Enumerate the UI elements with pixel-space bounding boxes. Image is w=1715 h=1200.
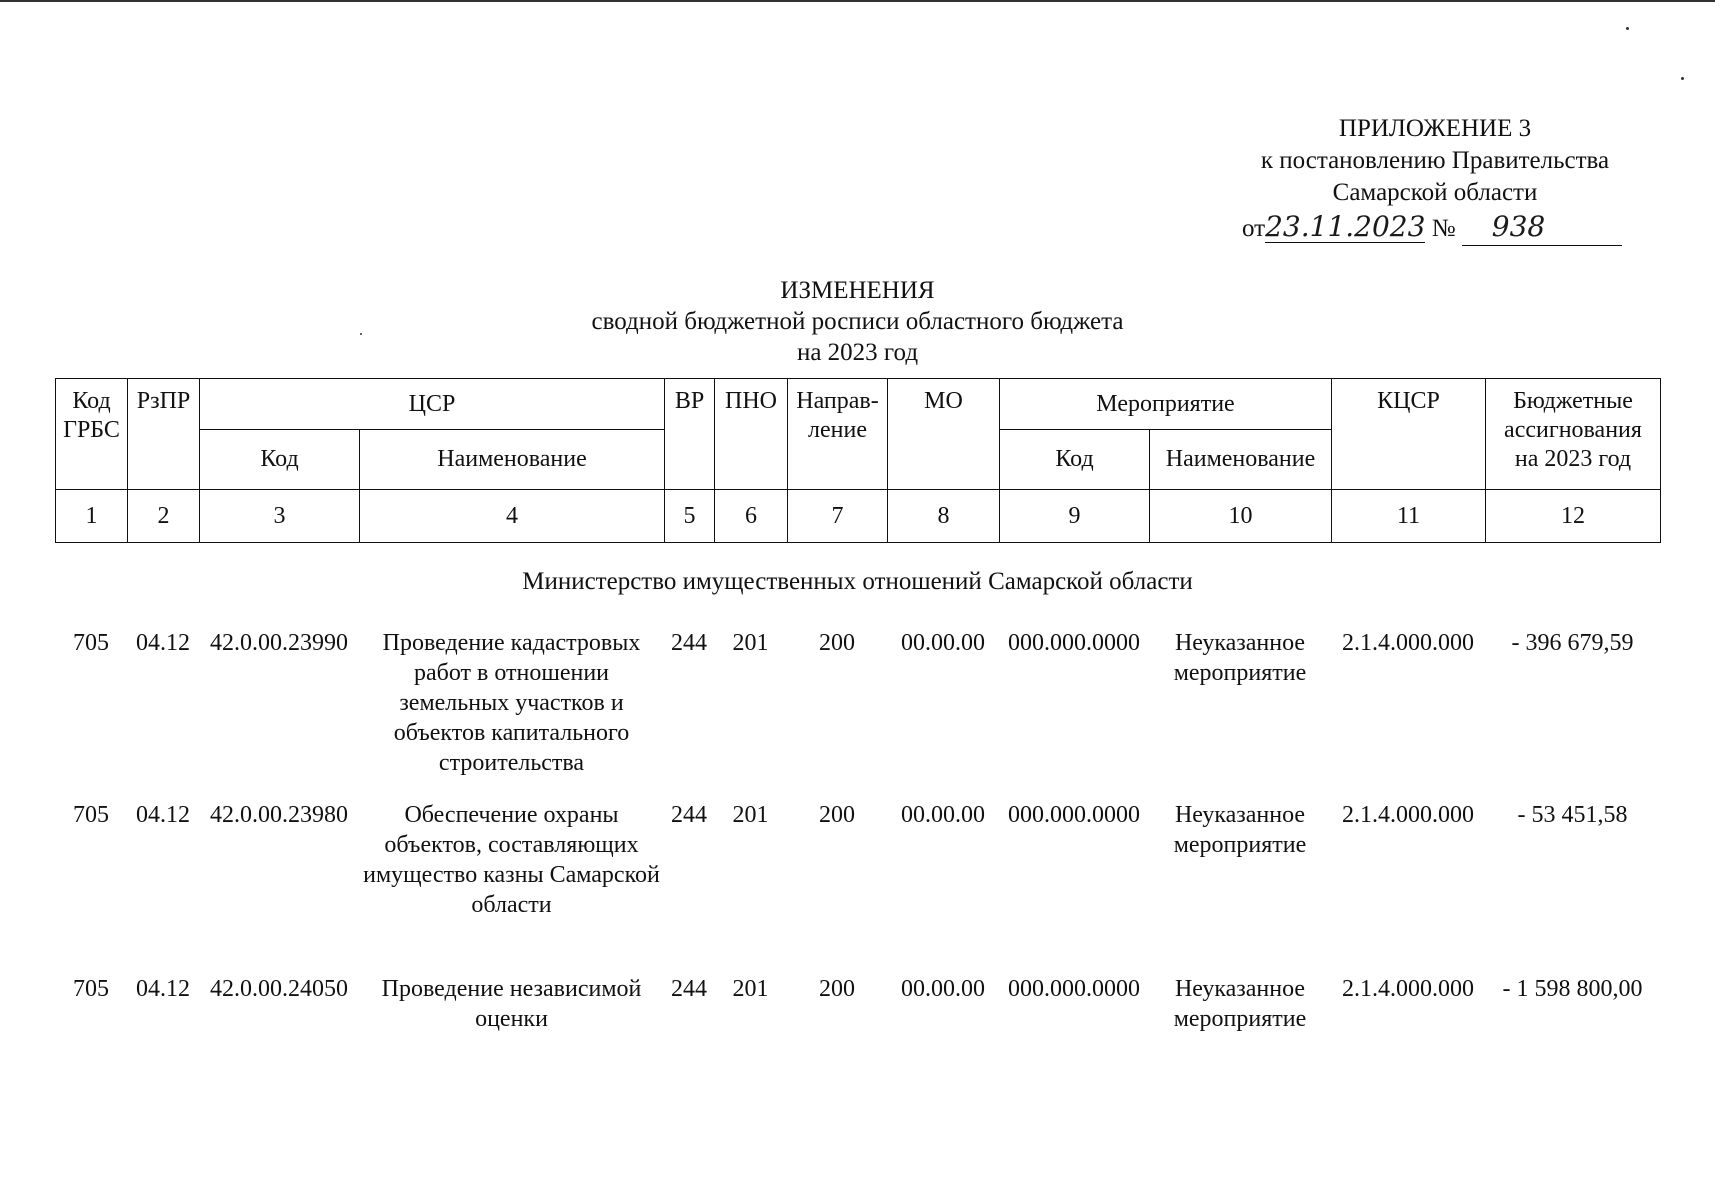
header-col-number: 9 (1000, 490, 1150, 543)
cell-mo: 00.00.00 (901, 976, 985, 1002)
cell-pno: 201 (732, 630, 769, 656)
cell-kcsr: 2.1.4.000.000 (1342, 630, 1474, 656)
table-row (55, 974, 1660, 1044)
cell-kcsr: 2.1.4.000.000 (1342, 976, 1474, 1002)
cell-direction: 200 (819, 630, 855, 656)
cell-rzpr: 04.12 (136, 976, 190, 1002)
annex-line-2: Самарской области (1332, 179, 1538, 206)
cell-event-code: 000.000.0000 (1008, 630, 1140, 656)
header-mo: МО (888, 379, 1000, 490)
cell-amount: - 53 451,58 (1517, 802, 1628, 828)
cell-grbs: 705 (73, 802, 109, 828)
cell-csr-name: Проведение независимой оценки (381, 976, 642, 1032)
cell-vr: 244 (671, 976, 707, 1002)
number-sign: № (1431, 215, 1456, 242)
header-pno: ПНО (715, 379, 788, 490)
header-event-code: Код (1000, 430, 1150, 490)
cell-rzpr: 04.12 (136, 630, 190, 656)
header-budget: Бюджетные ассигнования на 2023 год (1486, 379, 1661, 490)
cell-csr-code: 42.0.00.24050 (210, 976, 348, 1002)
cell-event-code: 000.000.0000 (1008, 802, 1140, 828)
cell-pno: 201 (732, 976, 769, 1002)
cell-direction: 200 (819, 976, 855, 1002)
heading-period: на 2023 год (796, 339, 919, 366)
annex-block (1230, 113, 1640, 209)
top-edge-rule (0, 0, 1715, 2)
cell-event-code: 000.000.0000 (1008, 976, 1140, 1002)
header-direction: Направ- ление (788, 379, 888, 490)
header-col-number: 2 (128, 490, 200, 543)
annex-date-line (1242, 211, 1642, 246)
heading-subtitle: сводной бюджетной росписи областного бюджета (591, 308, 1124, 335)
annex-title: ПРИЛОЖЕНИЕ 3 (1338, 115, 1532, 142)
document-heading (0, 275, 1715, 368)
cell-amount: - 1 598 800,00 (1502, 976, 1643, 1002)
cell-amount: - 396 679,59 (1511, 630, 1634, 656)
header-csr: ЦСР (200, 379, 665, 430)
cell-csr-code: 42.0.00.23980 (210, 802, 348, 828)
ministry-heading: Министерство имущественных отношений Самарской области (522, 568, 1193, 595)
scan-speck (1626, 27, 1629, 30)
cell-grbs: 705 (73, 976, 109, 1002)
cell-vr: 244 (671, 630, 707, 656)
header-event: Мероприятие (1000, 379, 1332, 430)
header-grbs: Код ГРБС (56, 379, 128, 490)
header-col-number: 5 (665, 490, 715, 543)
table-row (55, 800, 1660, 974)
cell-event-name: Неуказанное мероприятие (1173, 802, 1307, 858)
table-row (55, 628, 1660, 800)
header-col-number: 3 (200, 490, 360, 543)
cell-mo: 00.00.00 (901, 630, 985, 656)
data-rows (55, 628, 1660, 1044)
header-rzpr: РзПР (128, 379, 200, 490)
cell-pno: 201 (732, 802, 769, 828)
header-vr: ВР (665, 379, 715, 490)
cell-csr-name: Обеспечение охраны объектов, составляющих имущество казны Самарской области (363, 802, 660, 918)
header-col-number: 4 (360, 490, 665, 543)
header-kcsr: КЦСР (1332, 379, 1486, 490)
cell-rzpr: 04.12 (136, 802, 190, 828)
annex-line-1: к постановлению Правительства (1260, 147, 1610, 174)
header-col-number: 12 (1486, 490, 1661, 543)
cell-event-name: Неуказанное мероприятие (1173, 976, 1307, 1032)
cell-csr-name: Проведение кадастровых работ в отношении земельных участков и объектов капитального строительства (382, 630, 641, 776)
scan-speck (1681, 77, 1684, 80)
heading-title: ИЗМЕНЕНИЯ (780, 277, 935, 304)
date-prefix: от (1242, 215, 1266, 242)
cell-kcsr: 2.1.4.000.000 (1342, 802, 1474, 828)
header-col-number: 7 (788, 490, 888, 543)
header-csr-code: Код (200, 430, 360, 490)
cell-vr: 244 (671, 802, 707, 828)
header-col-number: 10 (1150, 490, 1332, 543)
cell-grbs: 705 (73, 630, 109, 656)
header-col-number: 11 (1332, 490, 1486, 543)
table-header (55, 378, 1661, 543)
header-col-number: 6 (715, 490, 788, 543)
header-col-number: 1 (56, 490, 128, 543)
cell-csr-code: 42.0.00.23990 (210, 630, 348, 656)
cell-direction: 200 (819, 802, 855, 828)
header-event-name: Наименование (1150, 430, 1332, 490)
header-csr-name: Наименование (360, 430, 665, 490)
header-col-number: 8 (888, 490, 1000, 543)
handwritten-number: 938 (1491, 210, 1546, 243)
handwritten-date: 23.11.2023 (1265, 210, 1426, 243)
cell-mo: 00.00.00 (901, 802, 985, 828)
cell-event-name: Неуказанное мероприятие (1173, 630, 1307, 686)
